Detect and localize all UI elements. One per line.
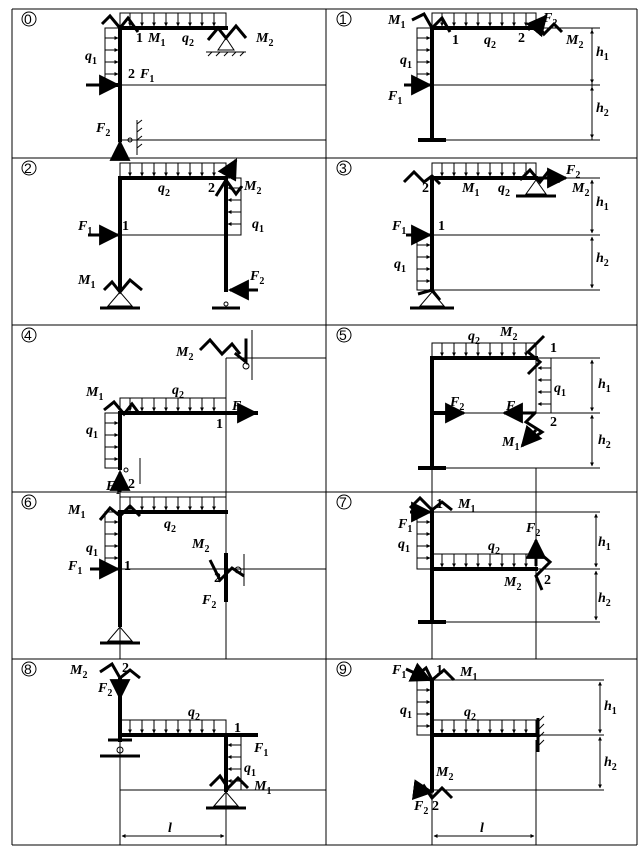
label-dimensions-h1: $h_1$ <box>598 377 611 395</box>
variant-1 <box>337 11 609 140</box>
label-variants-3-labels-n1: 1 <box>438 219 445 234</box>
label-variants-8-id: 8 <box>24 661 32 677</box>
label-variants-0-labels-M1: $M_1$ <box>148 31 166 49</box>
label-variants-3-labels-n2: 2 <box>422 181 429 196</box>
label-variants-9-labels-n1: 1 <box>436 663 443 678</box>
label-variants-1-labels-F1: $F_1$ <box>388 89 403 107</box>
label-variants-1-labels-n2: 2 <box>518 31 525 46</box>
label-variants-4-id: 4 <box>24 327 32 343</box>
label-variants-6-labels-q2: $q_2$ <box>164 517 176 535</box>
label-dimensions-h2: $h_2$ <box>596 101 609 119</box>
label-variants-3-labels-q2: $q_2$ <box>498 181 510 199</box>
label-variants-4-labels-n2: 2 <box>128 477 135 492</box>
label-variants-7-labels-F2: $F_2$ <box>526 521 541 539</box>
label-variants-6-labels-n2: 2 <box>214 571 221 586</box>
variant-number: 0 <box>24 11 32 27</box>
label-variants-0-labels-n1: 1 <box>136 31 143 46</box>
label-variants-6-labels-n1: 1 <box>124 559 131 574</box>
label-variants-4-labels-M1: $M_1$ <box>86 385 104 403</box>
label-variants-0-labels-q1: $q_1$ <box>85 49 97 67</box>
label-dimensions-l: l <box>480 821 484 836</box>
label-variants-1-labels-M2: $M_2$ <box>566 33 584 51</box>
label-variants-6-id: 6 <box>24 494 32 510</box>
label-variants-6-labels-F1: $F_1$ <box>68 559 83 577</box>
label-variants-2-labels-q1: $q_1$ <box>252 217 264 235</box>
label-variants-7-labels-F1: $F_1$ <box>398 517 413 535</box>
label-variants-3-id: 3 <box>339 160 347 176</box>
label-dimensions-h1: $h_1$ <box>596 45 609 63</box>
label-variants-7-labels-M1: $M_1$ <box>458 497 476 515</box>
label-variants-4-labels-n1: 1 <box>216 417 223 432</box>
label-variants-6-labels-M1: $M_1$ <box>68 503 86 521</box>
label-variants-8-labels-q1: $q_1$ <box>244 761 256 779</box>
label-variants-3-labels-q1: $q_1$ <box>394 257 406 275</box>
label-variants-4-labels-q1: $q_1$ <box>86 423 98 441</box>
label-variants-7-labels-n1: 1 <box>436 497 443 512</box>
label-variants-7-labels-M2: $M_2$ <box>504 575 522 593</box>
label-dimensions-h2: $h_2$ <box>596 251 609 269</box>
label-variants-0-labels-n2: 2 <box>128 67 135 82</box>
label-dimensions-h2: $h_2$ <box>598 591 611 609</box>
label-variants-2-labels-M2: $M_2$ <box>244 179 262 197</box>
label-variants-7-labels-n2: 2 <box>544 573 551 588</box>
label-variants-4-labels-q2: $q_2$ <box>172 383 184 401</box>
label-variants-7-id: 7 <box>339 494 347 510</box>
variant-2 <box>22 160 264 308</box>
label-variants-8-labels-q2: $q_2$ <box>188 705 200 723</box>
label-dimensions-h2: $h_2$ <box>604 755 617 773</box>
label-variants-6-labels-F2: $F_2$ <box>202 593 217 611</box>
variant-3 <box>337 160 609 308</box>
label-variants-1-id: 1 <box>339 11 347 27</box>
label-variants-8-labels-M2: $M_2$ <box>70 663 88 681</box>
label-variants-0-labels-M2: $M_2$ <box>256 31 274 49</box>
label-variants-9-labels-M2: $M_2$ <box>436 765 454 783</box>
label-variants-9-labels-M1: $M_1$ <box>460 665 478 683</box>
label-variants-5-labels-F1: $F_1$ <box>506 399 521 417</box>
label-variants-0-labels-F2: $F_2$ <box>96 121 111 139</box>
label-variants-9-labels-F2: $F_2$ <box>414 799 429 817</box>
variant-9 <box>337 661 617 845</box>
label-variants-5-labels-q2: $q_2$ <box>468 329 480 347</box>
label-variants-1-labels-q2: $q_2$ <box>484 33 496 51</box>
label-dimensions-h1: $h_1$ <box>596 195 609 213</box>
variant-7 <box>337 494 611 622</box>
variant-4 <box>22 327 326 659</box>
label-variants-2-labels-n1: 1 <box>122 219 129 234</box>
label-variants-5-labels-M1: $M_1$ <box>502 435 520 453</box>
label-variants-3-labels-F1: $F_1$ <box>392 219 407 237</box>
label-variants-1-labels-F2: $F_2$ <box>543 11 558 29</box>
label-variants-9-id: 9 <box>339 661 347 677</box>
label-variants-2-labels-F2: $F_2$ <box>250 269 265 287</box>
label-variants-9-labels-F1: $F_1$ <box>392 663 407 681</box>
label-variants-9-labels-q1: $q_1$ <box>400 703 412 721</box>
label-variants-8-labels-F2: $F_2$ <box>98 681 113 699</box>
variant-0 <box>22 11 326 160</box>
label-variants-1-labels-q1: $q_1$ <box>400 53 412 71</box>
label-variants-2-id: 2 <box>24 160 32 176</box>
label-variants-9-labels-q2: $q_2$ <box>464 705 476 723</box>
label-variants-5-labels-M2: $M_2$ <box>500 325 518 343</box>
label-variants-5-labels-F2: $F_2$ <box>450 395 465 413</box>
variant-6 <box>22 494 326 643</box>
label-variants-3-labels-M1: $M_1$ <box>462 181 480 199</box>
label-variants-2-labels-M1: $M_1$ <box>78 273 96 291</box>
label-variants-9-labels-n2: 2 <box>432 799 439 814</box>
label-variants-7-labels-q2: $q_2$ <box>488 539 500 557</box>
label-dimensions-h2: $h_2$ <box>598 433 611 451</box>
label-variants-3-labels-M2: $M_2$ <box>572 181 590 199</box>
label-variants-5-id: 5 <box>339 327 347 343</box>
label-variants-0-labels-q2: $q_2$ <box>182 31 194 49</box>
label-variants-7-labels-q1: $q_1$ <box>398 537 410 555</box>
label-variants-4-labels-M2: $M_2$ <box>176 345 194 363</box>
label-variants-6-labels-M2: $M_2$ <box>192 537 210 555</box>
label-dimensions-l: l <box>168 821 172 836</box>
label-variants-4-labels-F1: $F_1$ <box>106 479 121 497</box>
label-variants-2-labels-F1: $F_1$ <box>78 219 93 237</box>
variant-8 <box>22 661 326 845</box>
label-variants-4-labels-F2: $F_2$ <box>232 399 247 417</box>
label-variants-8-labels-n1: 1 <box>234 721 241 736</box>
label-variants-2-labels-n2: 2 <box>208 181 215 196</box>
label-variants-1-labels-M1: $M_1$ <box>388 13 406 31</box>
label-variants-8-labels-M1: $M_1$ <box>254 779 272 797</box>
label-variants-2-labels-q2: $q_2$ <box>158 181 170 199</box>
label-dimensions-h1: $h_1$ <box>598 535 611 553</box>
label-variants-5-labels-q1: $q_1$ <box>554 381 566 399</box>
label-variants-5-labels-n2: 2 <box>550 415 557 430</box>
label-variants-8-labels-n2: 2 <box>122 661 129 676</box>
label-variants-0-labels-F1: $F_1$ <box>140 67 155 85</box>
label-variants-3-labels-F2: $F_2$ <box>566 163 581 181</box>
label-variants-8-labels-F1: $F_1$ <box>254 741 269 759</box>
label-variants-1-labels-n1: 1 <box>452 33 459 48</box>
label-variants-6-labels-q1: $q_1$ <box>86 541 98 559</box>
label-dimensions-h1: $h_1$ <box>604 699 617 717</box>
label-variants-5-labels-n1: 1 <box>550 341 557 356</box>
